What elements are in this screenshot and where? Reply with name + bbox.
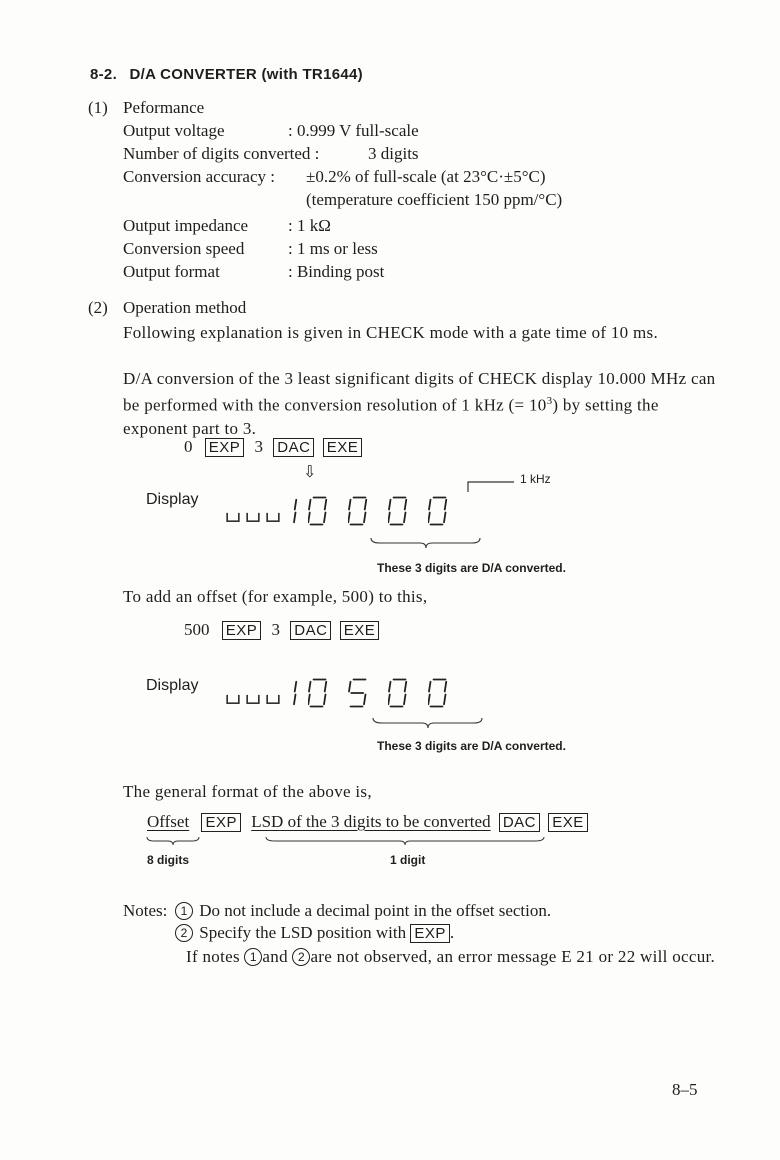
exp-value: 3 — [254, 437, 264, 456]
operation-title: Operation method — [123, 298, 247, 317]
spec-value: : 0.999 V full-scale — [288, 121, 419, 140]
circled-2-icon: 2 — [292, 948, 310, 966]
offset-brace — [146, 835, 202, 847]
spec-name: Number of digits converted : — [123, 144, 320, 163]
display-label: Display — [146, 677, 199, 694]
dac-key: DAC — [499, 813, 540, 832]
seven-segment-display-2 — [226, 672, 496, 718]
exp-key: EXP — [410, 924, 450, 943]
note-2: 2 Specify the LSD position with EXP . — [175, 923, 454, 943]
key-sequence-2 — [184, 620, 379, 640]
spec-name: Conversion speed — [123, 239, 245, 258]
exe-key: EXE — [548, 813, 588, 832]
performance-label: (1) — [88, 98, 108, 117]
offset-digits: 8 digits — [147, 853, 190, 867]
exp-key: EXP — [205, 438, 245, 457]
offset-term: Offset — [147, 812, 190, 831]
offset-value: 0 — [184, 437, 193, 456]
exe-key: EXE — [340, 621, 380, 640]
spec-value: : Binding post — [288, 262, 385, 281]
section-number: 8-2. — [90, 66, 118, 83]
spec-name: Output impedance — [123, 216, 249, 235]
dac-key: DAC — [273, 438, 314, 457]
spec-value: : 1 kΩ — [288, 216, 331, 235]
down-arrow-icon: ⇩ — [303, 464, 317, 481]
offset-value: 500 — [184, 620, 210, 639]
lsd-term: LSD of the 3 digits to be converted — [251, 812, 491, 831]
brace-1 — [370, 536, 482, 550]
exp-key: EXP — [201, 813, 241, 832]
notes-label: Notes: — [123, 901, 168, 920]
operation-label: (2) — [88, 298, 108, 317]
operation-paragraph-1: Following explanation is given in CHECK mode with a gate time of 10 ms. — [123, 323, 659, 342]
khz-label: 1 kHz — [520, 472, 551, 486]
spec-value: 3 digits — [368, 144, 419, 163]
key-sequence-1 — [184, 437, 362, 457]
spec-value: (temperature coefficient 150 ppm/°C) — [306, 190, 563, 209]
spec-value: ±0.2% of full-scale (at 23°C·±5°C) — [306, 167, 546, 186]
note-1: 1 Do not include a decimal point in the offset section. — [175, 901, 551, 921]
section-heading — [90, 66, 363, 83]
general-format — [147, 812, 588, 832]
dac-key: DAC — [290, 621, 331, 640]
exe-key: EXE — [323, 438, 363, 457]
section-title: D/A CONVERTER (with TR1644) — [129, 66, 363, 83]
offset-intro: To add an offset (for example, 500) to this, — [123, 587, 428, 606]
exp-value: 3 — [271, 620, 281, 639]
lsd-digits: 1 digit — [390, 853, 426, 867]
performance-title: Peformance — [123, 98, 205, 117]
general-intro: The general format of the above is, — [123, 782, 372, 801]
circled-1-icon: 1 — [175, 902, 193, 920]
brace-2 — [372, 716, 484, 730]
page-number: 8–5 — [672, 1080, 698, 1099]
operation-paragraph-2: D/A conversion of the 3 least significant digits of CHECK display 10.000 MHz can be performed with the conversion resolution of 1 kHz (= $10^3$) by setting the exponent part to 3. — [123, 369, 716, 438]
spec-name: Output voltage — [123, 121, 225, 140]
lsd-brace — [265, 835, 547, 847]
circled-1-icon: 1 — [244, 948, 262, 966]
converted-digits-note-1: These 3 digits are D/A converted. — [377, 561, 566, 575]
exp-key: EXP — [222, 621, 262, 640]
converted-digits-note-2: These 3 digits are D/A converted. — [377, 739, 566, 753]
khz-marker-line — [466, 476, 516, 494]
display-label: Display — [146, 491, 199, 508]
spec-name: Output format — [123, 262, 220, 281]
spec-value: : 1 ms or less — [288, 239, 378, 258]
notes-tail: If notes 1 and 2 are not observed, an error message E 21 or 22 will occur. — [186, 947, 716, 966]
circled-2-icon: 2 — [175, 924, 193, 942]
seven-segment-display-1 — [226, 494, 496, 540]
spec-name: Conversion accuracy : — [123, 167, 275, 186]
